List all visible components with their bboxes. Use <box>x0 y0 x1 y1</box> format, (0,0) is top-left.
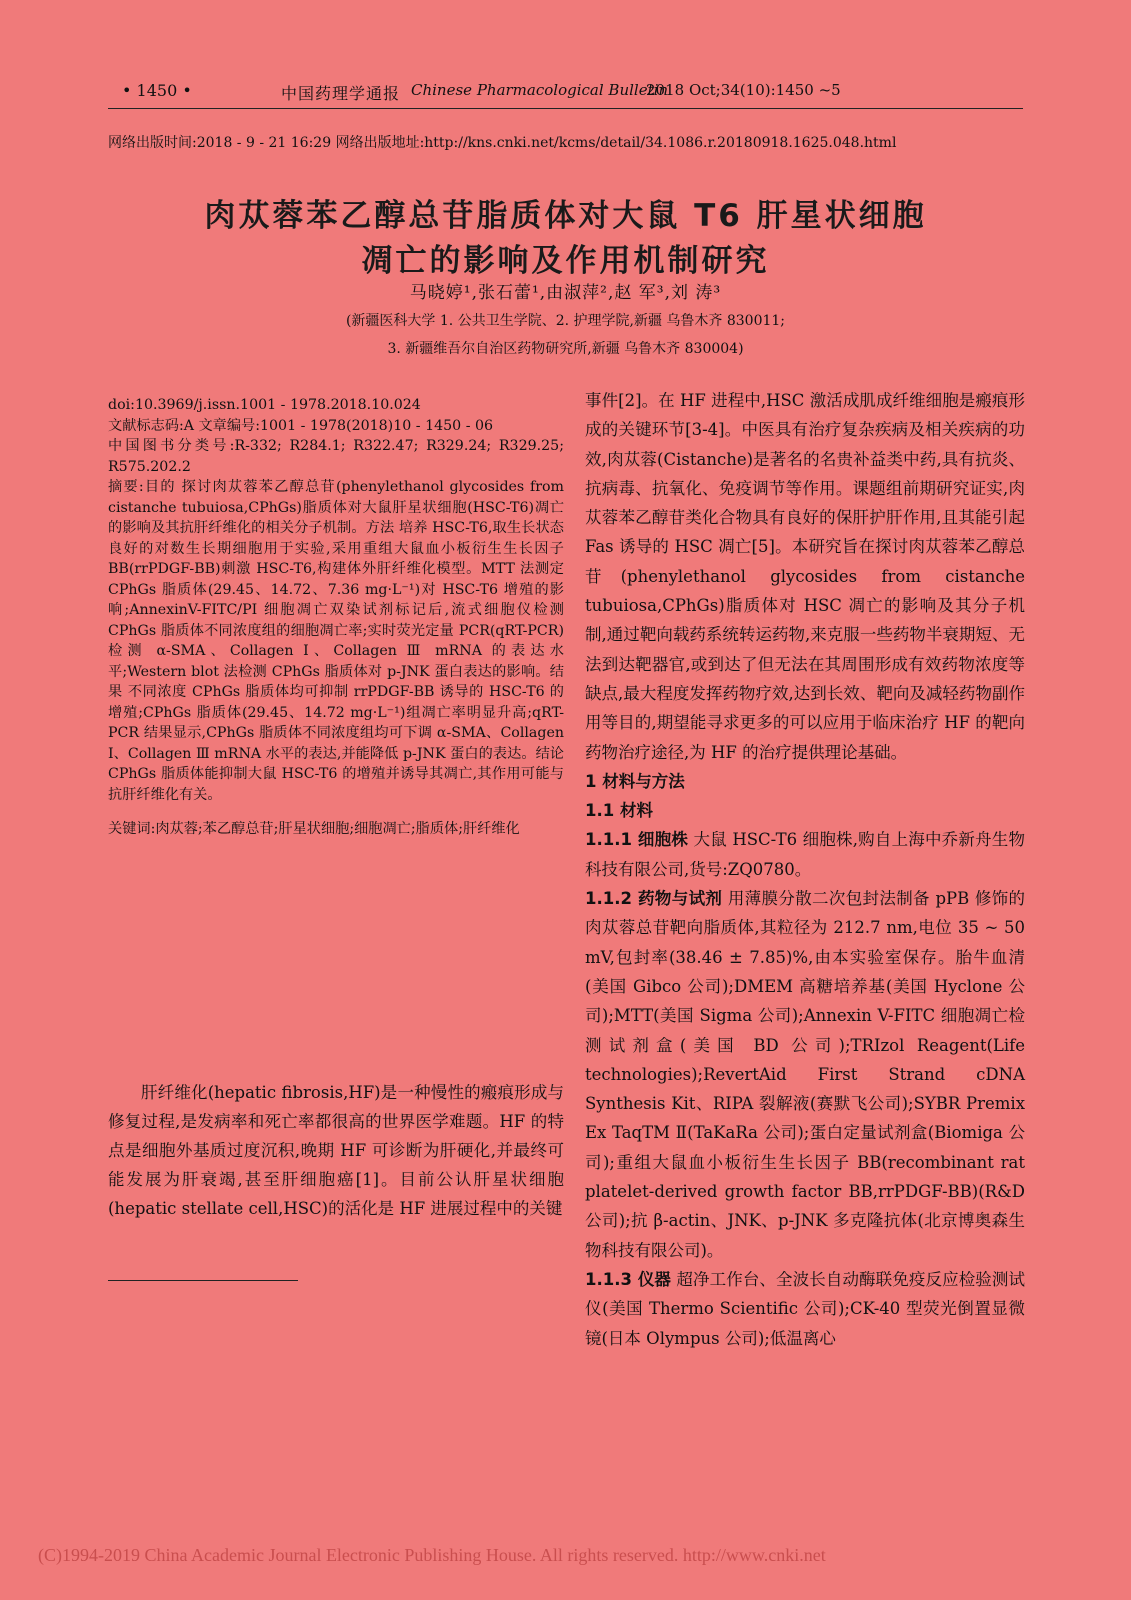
online-publication-info: 网络出版时间:2018 - 9 - 21 16:29 网络出版地址:http://kns.cnki.net/kcms/detail/34.1086.r.20180918.1625.048.html <box>108 135 897 151</box>
section-1-1-1-body: 大鼠 HSC-T6 细胞株,购自上海中乔新舟生物科技有限公司,货号:ZQ0780。 <box>585 830 1025 879</box>
section-heading-1: 1 材料与方法 <box>585 771 685 791</box>
article-title-line2: 凋亡的影响及作用机制研究 <box>361 243 770 279</box>
author-list: 马晓婷¹,张石蕾¹,由淑萍²,赵 军³,刘 涛³ <box>409 283 722 303</box>
section-heading-1-1: 1.1 材料 <box>585 801 653 821</box>
copyright-watermark: (C)1994-2019 China Academic Journal Electronic Publishing House. All rights reserved. http://www.cnki.net <box>38 1545 826 1565</box>
journal-name-en: Chinese Pharmacological Bulletin <box>411 81 669 99</box>
running-header <box>108 78 1023 108</box>
section-heading-1-1-2: 1.1.2 药物与试剂 <box>585 889 723 909</box>
right-column <box>585 386 1025 1353</box>
intro-paragraph: 肝纤维化(hepatic fibrosis,HF)是一种慢性的瘢痕形成与修复过程,是发病率和死亡率都很高的世界医学难题。HF 的特点是细胞外基质过度沉积,晚期 HF 可诊断为肝硬化,并最终可能发展为肝衰竭,甚至肝细胞癌[1]。目前公认肝星状细胞(hepatic stellate cell,HSC)的活化是 HF 进展过程中的关键 <box>108 1083 564 1218</box>
abstract-column <box>108 395 564 840</box>
classification-number: 中国图书分类号:R-332; R284.1; R322.47; R329.24; R329.25; R575.202.2 <box>108 438 564 475</box>
page-number: • 1450 • <box>122 81 192 100</box>
section-1-1-1 <box>585 825 1025 884</box>
journal-name-cn: 中国药理学通报 <box>281 84 401 103</box>
introduction <box>108 1078 564 1223</box>
section-1-1-3 <box>585 1265 1025 1353</box>
affiliation-line1: (新疆医科大学 1. 公共卫生学院、2. 护理学院,新疆 乌鲁木齐 830011; <box>345 313 786 329</box>
document-code: 文献标志码:A 文章编号:1001 - 1978(2018)10 - 1450 - 06 <box>108 417 494 434</box>
section-heading-1-1-3: 1.1.3 仪器 <box>585 1269 672 1289</box>
section-1-1-3-body: 超净工作台、全波长自动酶联免疫反应检验测试仪(美国 Thermo Scientific 公司);CK-40 型荧光倒置显微镜(日本 Olympus 公司);低温离心 <box>585 1269 1026 1348</box>
section-1-1-2-body: 用薄膜分散二次包封法制备 pPB 修饰的肉苁蓉总苷靶向脂质体,其粒径为 212.7 nm,电位 35 ~ 50 mV,包封率(38.46 ± 7.85)%,由本实验室保存。胎牛血清(美国 Gibco 公司);DMEM 高糖培养基(美国 Hyclone 公司);MTT(美国 Sigma 公司);Annexin V-FITC 细胞凋亡检测试剂盒(美国 BD 公司);TRIzol Reagent(Life technologies);RevertAid First Strand cDNA Synthesis Kit、RIPA 裂解液(赛默飞公司);SYBR Premix Ex TaqTM Ⅱ(TaKaRa 公司);蛋白定量试剂盒(Biomiga 公司);重组大鼠血小板衍生生长因子 BB(recombinant rat platelet-derived growth factor BB,rrPDGF-BB)(R&D 公司);抗 β-actin、JNK、p-JNK 多克隆抗体(北京博奥森生物科技有限公司)。 <box>585 889 1026 1260</box>
footnote-rule <box>108 1280 298 1281</box>
section-1-1-2 <box>585 884 1025 1265</box>
header-rule <box>108 108 1023 109</box>
affiliation-line2: 3. 新疆维吾尔自治区药物研究所,新疆 乌鲁木齐 830004) <box>387 341 744 357</box>
doi: doi:10.3969/j.issn.1001 - 1978.2018.10.024 <box>108 397 421 413</box>
intro-continued: 事件[2]。在 HF 进程中,HSC 激活成肌成纤维细胞是瘢痕形成的关键环节[3-4]。中医具有治疗复杂疾病及相关疾病的功效,肉苁蓉(Cistanche)是著名的名贵补益类中药,具有抗炎、抗病毒、抗氧化、免疫调节等作用。课题组前期研究证实,肉苁蓉苯乙醇苷类化合物具有良好的保肝护肝作用,且其能引起 Fas 诱导的 HSC 凋亡[5]。本研究旨在探讨肉苁蓉苯乙醇总苷(phenylethanol glycosides from cistanche tubuiosa,CPhGs)脂质体对 HSC 凋亡的影响及其分子机制,通过靶向载药系统转运药物,来克服一些药物半衰期短、无法到达靶器官,或到达了但无法在其周围形成有效药物浓度等缺点,最大程度发挥药物疗效,达到长效、靶向及减轻药物副作用等目的,期望能寻求更多的可以应用于临床治疗 HF 的靶向药物治疗途径,为 HF 的治疗提供理论基础。 <box>585 391 1025 762</box>
keywords: 关键词:肉苁蓉;苯乙醇总苷;肝星状细胞;细胞凋亡;脂质体;肝纤维化 <box>108 821 520 837</box>
abstract: 摘要:目的 探讨肉苁蓉苯乙醇总苷(phenylethanol glycosides from cistanche tubuiosa,CPhGs)脂质体对大鼠肝星状细胞(HSC-T6)凋亡的影响及其抗肝纤维化的相关分子机制。方法 培养 HSC-T6,取生长状态良好的对数生长期细胞用于实验,采用重组大鼠血小板衍生生长因子 BB(rrPDGF-BB)刺激 HSC-T6,构建体外肝纤维化模型。MTT 法测定 CPhGs 脂质体(29.45、14.72、7.36 mg·L⁻¹)对 HSC-T6 增殖的影响;AnnexinV-FITC/PI 细胞凋亡双染试剂标记后,流式细胞仪检测 CPhGs 脂质体不同浓度组的细胞凋亡率;实时荧光定量 PCR(qRT-PCR)检测 α-SMA、Collagen Ⅰ、Collagen Ⅲ mRNA 的表达水平;Western blot 法检测 CPhGs 脂质体对 p-JNK 蛋白表达的影响。结果 不同浓度 CPhGs 脂质体均可抑制 rrPDGF-BB 诱导的 HSC-T6 的增殖;CPhGs 脂质体(29.45、14.72 mg·L⁻¹)组凋亡率明显升高;qRT-PCR 结果显示,CPhGs 脂质体不同浓度组均可下调 α-SMA、Collagen Ⅰ、Collagen Ⅲ mRNA 水平的表达,并能降低 p-JNK 蛋白的表达。结论 CPhGs 脂质体能抑制大鼠 HSC-T6 的增殖并诱导其凋亡,其作用可能与抗肝纤维化有关。 <box>108 479 564 803</box>
article-title-line1: 肉苁蓉苯乙醇总苷脂质体对大鼠 T6 肝星状细胞 <box>204 198 927 234</box>
issue-info: 2018 Oct;34(10):1450 ~5 <box>646 81 841 99</box>
section-heading-1-1-1: 1.1.1 细胞株 <box>585 830 689 850</box>
